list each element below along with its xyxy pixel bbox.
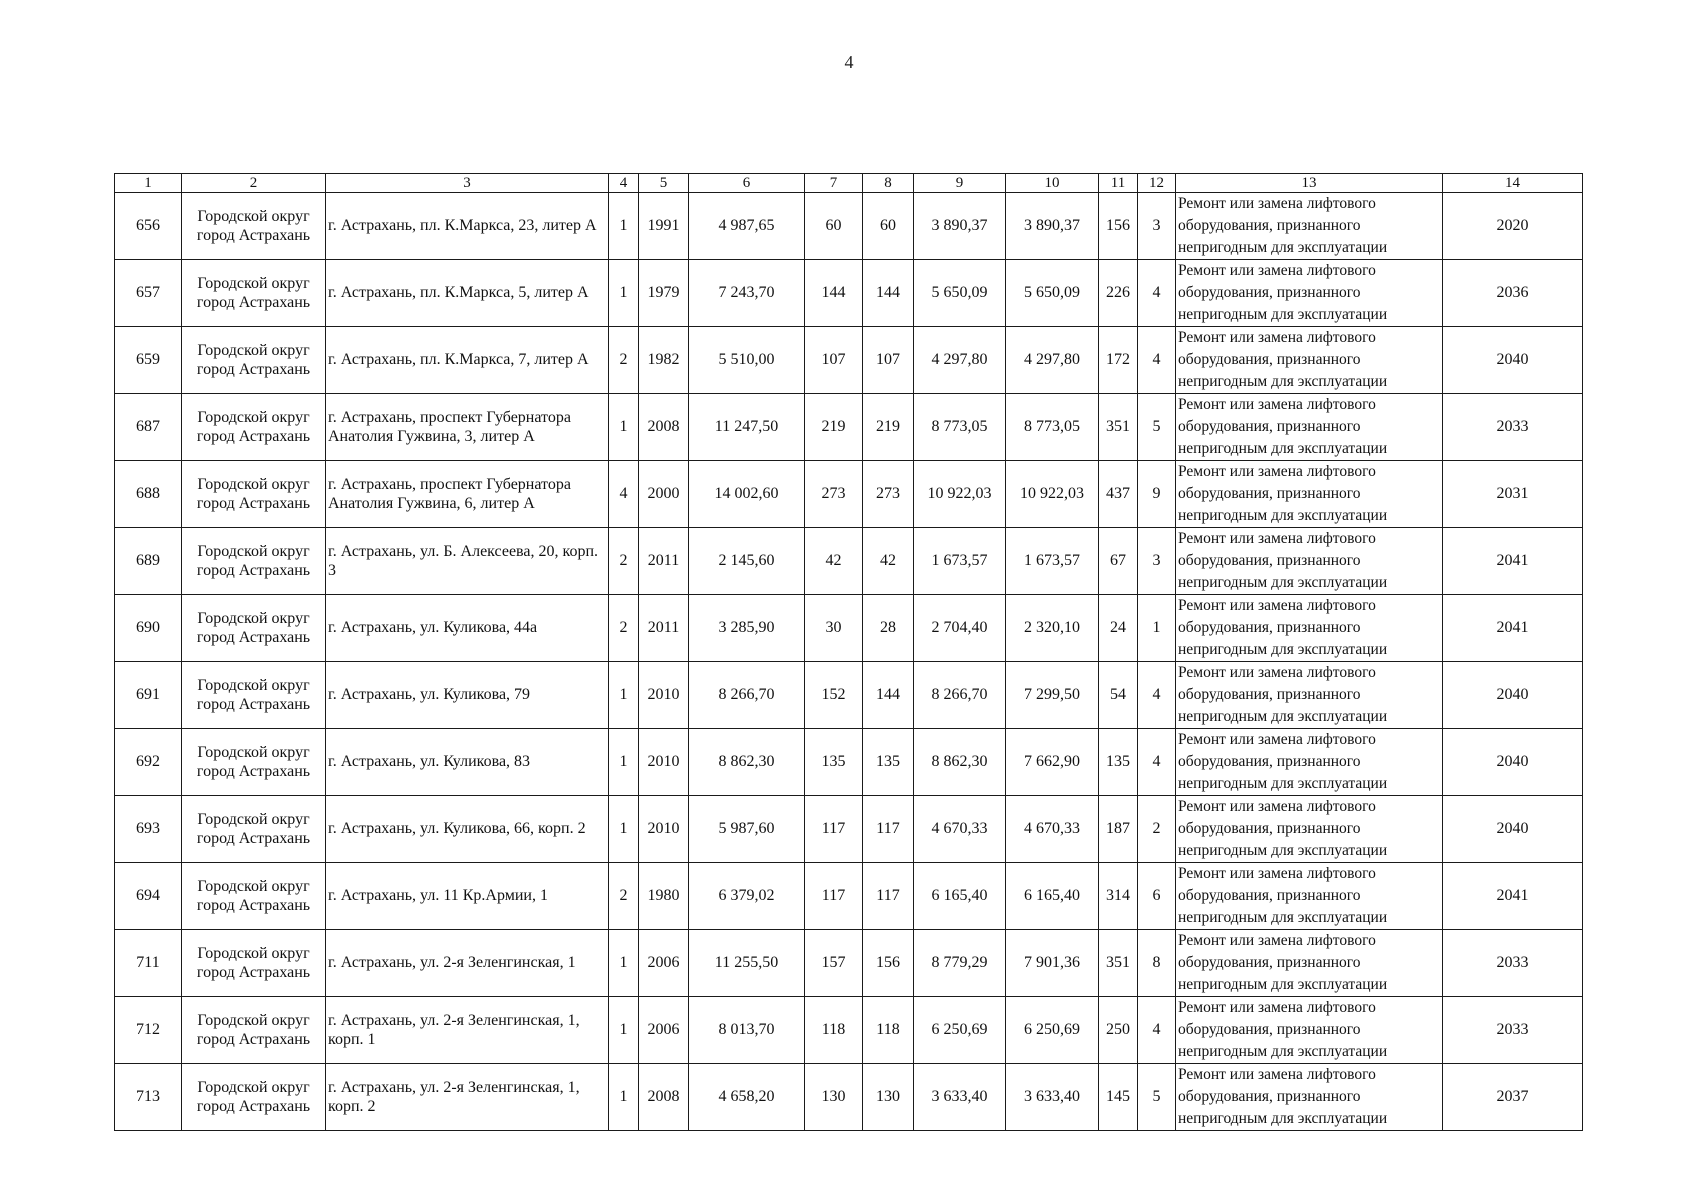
address-cell: г. Астрахань, ул. Б. Алексеева, 20, корп. 3 bbox=[326, 528, 609, 595]
col-6-value-cell: 8 862,30 bbox=[689, 729, 805, 796]
col-12-value-cell: 4 bbox=[1138, 729, 1176, 796]
work-type-cell: Ремонт или замена лифтового оборудования, признанного непригодным для эксплуатации bbox=[1176, 729, 1443, 796]
row-number-cell: 657 bbox=[115, 260, 182, 327]
col-6-value-cell: 5 987,60 bbox=[689, 796, 805, 863]
col-10-value-cell: 4 670,33 bbox=[1006, 796, 1099, 863]
col-9-value-cell: 2 704,40 bbox=[914, 595, 1006, 662]
column-header-1: 1 bbox=[115, 174, 182, 193]
address-cell: г. Астрахань, пл. К.Маркса, 5, литер А bbox=[326, 260, 609, 327]
table-row bbox=[115, 260, 1583, 327]
municipality-cell: Городской округ город Астрахань bbox=[182, 930, 326, 997]
column-header-7: 7 bbox=[805, 174, 863, 193]
row-number-cell: 687 bbox=[115, 394, 182, 461]
col-11-value-cell: 135 bbox=[1099, 729, 1138, 796]
col-4-value-cell: 2 bbox=[609, 595, 639, 662]
col-6-value-cell: 4 987,65 bbox=[689, 193, 805, 260]
row-number-cell: 659 bbox=[115, 327, 182, 394]
address-cell: г. Астрахань, ул. Куликова, 44а bbox=[326, 595, 609, 662]
planned-year-cell: 2020 bbox=[1443, 193, 1583, 260]
row-number-cell: 689 bbox=[115, 528, 182, 595]
planned-year-cell: 2031 bbox=[1443, 461, 1583, 528]
planned-year-cell: 2040 bbox=[1443, 729, 1583, 796]
col-10-value-cell: 8 773,05 bbox=[1006, 394, 1099, 461]
col-10-value-cell: 10 922,03 bbox=[1006, 461, 1099, 528]
row-number-cell: 691 bbox=[115, 662, 182, 729]
work-type-cell: Ремонт или замена лифтового оборудования, признанного непригодным для эксплуатации bbox=[1176, 796, 1443, 863]
municipality-cell: Городской округ город Астрахань bbox=[182, 327, 326, 394]
col-11-value-cell: 156 bbox=[1099, 193, 1138, 260]
table-row bbox=[115, 796, 1583, 863]
col-7-value-cell: 107 bbox=[805, 327, 863, 394]
col-6-value-cell: 5 510,00 bbox=[689, 327, 805, 394]
work-type-cell: Ремонт или замена лифтового оборудования, признанного непригодным для эксплуатации bbox=[1176, 997, 1443, 1064]
col-8-value-cell: 60 bbox=[863, 193, 914, 260]
col-9-value-cell: 4 297,80 bbox=[914, 327, 1006, 394]
year-cell: 2011 bbox=[639, 528, 689, 595]
planned-year-cell: 2037 bbox=[1443, 1064, 1583, 1131]
col-7-value-cell: 117 bbox=[805, 796, 863, 863]
col-12-value-cell: 3 bbox=[1138, 193, 1176, 260]
column-header-4: 4 bbox=[609, 174, 639, 193]
address-cell: г. Астрахань, проспект Губернатора Анатолия Гужвина, 6, литер А bbox=[326, 461, 609, 528]
work-type-cell: Ремонт или замена лифтового оборудования, признанного непригодным для эксплуатации bbox=[1176, 327, 1443, 394]
municipality-cell: Городской округ город Астрахань bbox=[182, 729, 326, 796]
table-row bbox=[115, 662, 1583, 729]
col-10-value-cell: 1 673,57 bbox=[1006, 528, 1099, 595]
col-10-value-cell: 3 633,40 bbox=[1006, 1064, 1099, 1131]
col-4-value-cell: 1 bbox=[609, 997, 639, 1064]
work-type-cell: Ремонт или замена лифтового оборудования, признанного непригодным для эксплуатации bbox=[1176, 260, 1443, 327]
column-header-8: 8 bbox=[863, 174, 914, 193]
planned-year-cell: 2041 bbox=[1443, 863, 1583, 930]
column-header-9: 9 bbox=[914, 174, 1006, 193]
col-10-value-cell: 3 890,37 bbox=[1006, 193, 1099, 260]
col-4-value-cell: 4 bbox=[609, 461, 639, 528]
register-table bbox=[114, 173, 1583, 1131]
col-11-value-cell: 226 bbox=[1099, 260, 1138, 327]
address-cell: г. Астрахань, ул. 2-я Зеленгинская, 1 bbox=[326, 930, 609, 997]
address-cell: г. Астрахань, пл. К.Маркса, 23, литер А bbox=[326, 193, 609, 260]
col-9-value-cell: 8 773,05 bbox=[914, 394, 1006, 461]
work-type-cell: Ремонт или замена лифтового оборудования, признанного непригодным для эксплуатации bbox=[1176, 461, 1443, 528]
col-6-value-cell: 2 145,60 bbox=[689, 528, 805, 595]
col-7-value-cell: 135 bbox=[805, 729, 863, 796]
col-7-value-cell: 42 bbox=[805, 528, 863, 595]
col-10-value-cell: 7 662,90 bbox=[1006, 729, 1099, 796]
col-6-value-cell: 3 285,90 bbox=[689, 595, 805, 662]
table-row bbox=[115, 930, 1583, 997]
col-12-value-cell: 2 bbox=[1138, 796, 1176, 863]
col-12-value-cell: 5 bbox=[1138, 394, 1176, 461]
col-8-value-cell: 144 bbox=[863, 260, 914, 327]
col-11-value-cell: 314 bbox=[1099, 863, 1138, 930]
col-11-value-cell: 24 bbox=[1099, 595, 1138, 662]
address-cell: г. Астрахань, ул. 2-я Зеленгинская, 1, корп. 2 bbox=[326, 1064, 609, 1131]
col-12-value-cell: 4 bbox=[1138, 327, 1176, 394]
col-9-value-cell: 6 165,40 bbox=[914, 863, 1006, 930]
address-cell: г. Астрахань, пл. К.Маркса, 7, литер А bbox=[326, 327, 609, 394]
column-header-5: 5 bbox=[639, 174, 689, 193]
col-7-value-cell: 157 bbox=[805, 930, 863, 997]
planned-year-cell: 2033 bbox=[1443, 997, 1583, 1064]
col-10-value-cell: 5 650,09 bbox=[1006, 260, 1099, 327]
work-type-cell: Ремонт или замена лифтового оборудования, признанного непригодным для эксплуатации bbox=[1176, 863, 1443, 930]
col-8-value-cell: 117 bbox=[863, 796, 914, 863]
column-header-13: 13 bbox=[1176, 174, 1443, 193]
page-number: 4 bbox=[844, 52, 854, 72]
work-type-cell: Ремонт или замена лифтового оборудования, признанного непригодным для эксплуатации bbox=[1176, 595, 1443, 662]
work-type-cell: Ремонт или замена лифтового оборудования, признанного непригодным для эксплуатации bbox=[1176, 394, 1443, 461]
municipality-cell: Городской округ город Астрахань bbox=[182, 662, 326, 729]
planned-year-cell: 2033 bbox=[1443, 930, 1583, 997]
col-10-value-cell: 4 297,80 bbox=[1006, 327, 1099, 394]
municipality-cell: Городской округ город Астрахань bbox=[182, 863, 326, 930]
planned-year-cell: 2040 bbox=[1443, 796, 1583, 863]
col-11-value-cell: 67 bbox=[1099, 528, 1138, 595]
col-6-value-cell: 8 266,70 bbox=[689, 662, 805, 729]
col-7-value-cell: 152 bbox=[805, 662, 863, 729]
row-number-cell: 692 bbox=[115, 729, 182, 796]
table-row bbox=[115, 528, 1583, 595]
row-number-cell: 688 bbox=[115, 461, 182, 528]
col-4-value-cell: 1 bbox=[609, 796, 639, 863]
municipality-cell: Городской округ город Астрахань bbox=[182, 528, 326, 595]
col-12-value-cell: 1 bbox=[1138, 595, 1176, 662]
row-number-cell: 656 bbox=[115, 193, 182, 260]
col-10-value-cell: 2 320,10 bbox=[1006, 595, 1099, 662]
row-number-cell: 693 bbox=[115, 796, 182, 863]
col-8-value-cell: 130 bbox=[863, 1064, 914, 1131]
col-11-value-cell: 187 bbox=[1099, 796, 1138, 863]
col-4-value-cell: 1 bbox=[609, 260, 639, 327]
col-12-value-cell: 9 bbox=[1138, 461, 1176, 528]
header-row bbox=[115, 174, 1583, 193]
municipality-cell: Городской округ город Астрахань bbox=[182, 1064, 326, 1131]
column-header-10: 10 bbox=[1006, 174, 1099, 193]
year-cell: 2010 bbox=[639, 796, 689, 863]
col-6-value-cell: 4 658,20 bbox=[689, 1064, 805, 1131]
work-type-cell: Ремонт или замена лифтового оборудования, признанного непригодным для эксплуатации bbox=[1176, 662, 1443, 729]
col-12-value-cell: 4 bbox=[1138, 260, 1176, 327]
col-7-value-cell: 144 bbox=[805, 260, 863, 327]
year-cell: 2010 bbox=[639, 662, 689, 729]
table-row bbox=[115, 327, 1583, 394]
year-cell: 1979 bbox=[639, 260, 689, 327]
year-cell: 2006 bbox=[639, 997, 689, 1064]
col-8-value-cell: 219 bbox=[863, 394, 914, 461]
col-4-value-cell: 2 bbox=[609, 528, 639, 595]
column-header-14: 14 bbox=[1443, 174, 1583, 193]
table-row bbox=[115, 863, 1583, 930]
year-cell: 2006 bbox=[639, 930, 689, 997]
col-10-value-cell: 7 901,36 bbox=[1006, 930, 1099, 997]
table-row bbox=[115, 729, 1583, 796]
col-9-value-cell: 8 266,70 bbox=[914, 662, 1006, 729]
col-12-value-cell: 5 bbox=[1138, 1064, 1176, 1131]
col-6-value-cell: 7 243,70 bbox=[689, 260, 805, 327]
col-10-value-cell: 6 165,40 bbox=[1006, 863, 1099, 930]
table-body bbox=[115, 193, 1583, 1131]
col-7-value-cell: 219 bbox=[805, 394, 863, 461]
col-4-value-cell: 2 bbox=[609, 863, 639, 930]
col-9-value-cell: 10 922,03 bbox=[914, 461, 1006, 528]
planned-year-cell: 2036 bbox=[1443, 260, 1583, 327]
table-row bbox=[115, 1064, 1583, 1131]
work-type-cell: Ремонт или замена лифтового оборудования, признанного непригодным для эксплуатации bbox=[1176, 1064, 1443, 1131]
table-row bbox=[115, 997, 1583, 1064]
col-7-value-cell: 273 bbox=[805, 461, 863, 528]
col-6-value-cell: 8 013,70 bbox=[689, 997, 805, 1064]
col-4-value-cell: 1 bbox=[609, 394, 639, 461]
col-8-value-cell: 107 bbox=[863, 327, 914, 394]
municipality-cell: Городской округ город Астрахань bbox=[182, 595, 326, 662]
col-11-value-cell: 172 bbox=[1099, 327, 1138, 394]
year-cell: 1982 bbox=[639, 327, 689, 394]
table-row bbox=[115, 461, 1583, 528]
municipality-cell: Городской округ город Астрахань bbox=[182, 394, 326, 461]
col-7-value-cell: 30 bbox=[805, 595, 863, 662]
col-8-value-cell: 118 bbox=[863, 997, 914, 1064]
col-9-value-cell: 8 779,29 bbox=[914, 930, 1006, 997]
address-cell: г. Астрахань, ул. Куликова, 79 bbox=[326, 662, 609, 729]
column-header-3: 3 bbox=[326, 174, 609, 193]
col-8-value-cell: 28 bbox=[863, 595, 914, 662]
col-7-value-cell: 117 bbox=[805, 863, 863, 930]
year-cell: 1991 bbox=[639, 193, 689, 260]
col-4-value-cell: 2 bbox=[609, 327, 639, 394]
col-9-value-cell: 1 673,57 bbox=[914, 528, 1006, 595]
col-4-value-cell: 1 bbox=[609, 930, 639, 997]
col-7-value-cell: 60 bbox=[805, 193, 863, 260]
table-row bbox=[115, 193, 1583, 260]
municipality-cell: Городской округ город Астрахань bbox=[182, 260, 326, 327]
col-6-value-cell: 11 247,50 bbox=[689, 394, 805, 461]
col-12-value-cell: 8 bbox=[1138, 930, 1176, 997]
col-4-value-cell: 1 bbox=[609, 1064, 639, 1131]
col-11-value-cell: 351 bbox=[1099, 394, 1138, 461]
col-8-value-cell: 117 bbox=[863, 863, 914, 930]
table-row bbox=[115, 595, 1583, 662]
address-cell: г. Астрахань, ул. Куликова, 83 bbox=[326, 729, 609, 796]
year-cell: 2010 bbox=[639, 729, 689, 796]
col-12-value-cell: 4 bbox=[1138, 997, 1176, 1064]
col-9-value-cell: 3 890,37 bbox=[914, 193, 1006, 260]
row-number-cell: 690 bbox=[115, 595, 182, 662]
col-11-value-cell: 145 bbox=[1099, 1064, 1138, 1131]
year-cell: 1980 bbox=[639, 863, 689, 930]
work-type-cell: Ремонт или замена лифтового оборудования, признанного непригодным для эксплуатации bbox=[1176, 193, 1443, 260]
planned-year-cell: 2041 bbox=[1443, 528, 1583, 595]
municipality-cell: Городской округ город Астрахань bbox=[182, 193, 326, 260]
col-9-value-cell: 5 650,09 bbox=[914, 260, 1006, 327]
planned-year-cell: 2041 bbox=[1443, 595, 1583, 662]
planned-year-cell: 2040 bbox=[1443, 662, 1583, 729]
column-header-12: 12 bbox=[1138, 174, 1176, 193]
col-4-value-cell: 1 bbox=[609, 193, 639, 260]
col-12-value-cell: 3 bbox=[1138, 528, 1176, 595]
col-6-value-cell: 14 002,60 bbox=[689, 461, 805, 528]
work-type-cell: Ремонт или замена лифтового оборудования, признанного непригодным для эксплуатации bbox=[1176, 528, 1443, 595]
table-row bbox=[115, 394, 1583, 461]
col-10-value-cell: 6 250,69 bbox=[1006, 997, 1099, 1064]
year-cell: 2011 bbox=[639, 595, 689, 662]
work-type-cell: Ремонт или замена лифтового оборудования, признанного непригодным для эксплуатации bbox=[1176, 930, 1443, 997]
col-11-value-cell: 351 bbox=[1099, 930, 1138, 997]
municipality-cell: Городской округ город Астрахань bbox=[182, 796, 326, 863]
col-11-value-cell: 437 bbox=[1099, 461, 1138, 528]
municipality-cell: Городской округ город Астрахань bbox=[182, 461, 326, 528]
col-8-value-cell: 135 bbox=[863, 729, 914, 796]
address-cell: г. Астрахань, проспект Губернатора Анатолия Гужвина, 3, литер А bbox=[326, 394, 609, 461]
col-11-value-cell: 54 bbox=[1099, 662, 1138, 729]
col-4-value-cell: 1 bbox=[609, 729, 639, 796]
row-number-cell: 694 bbox=[115, 863, 182, 930]
col-10-value-cell: 7 299,50 bbox=[1006, 662, 1099, 729]
address-cell: г. Астрахань, ул. 11 Кр.Армии, 1 bbox=[326, 863, 609, 930]
col-7-value-cell: 118 bbox=[805, 997, 863, 1064]
col-12-value-cell: 4 bbox=[1138, 662, 1176, 729]
row-number-cell: 711 bbox=[115, 930, 182, 997]
col-12-value-cell: 6 bbox=[1138, 863, 1176, 930]
col-9-value-cell: 4 670,33 bbox=[914, 796, 1006, 863]
year-cell: 2008 bbox=[639, 394, 689, 461]
col-6-value-cell: 6 379,02 bbox=[689, 863, 805, 930]
column-header-11: 11 bbox=[1099, 174, 1138, 193]
col-9-value-cell: 6 250,69 bbox=[914, 997, 1006, 1064]
row-number-cell: 712 bbox=[115, 997, 182, 1064]
col-9-value-cell: 8 862,30 bbox=[914, 729, 1006, 796]
address-cell: г. Астрахань, ул. Куликова, 66, корп. 2 bbox=[326, 796, 609, 863]
municipality-cell: Городской округ город Астрахань bbox=[182, 997, 326, 1064]
address-cell: г. Астрахань, ул. 2-я Зеленгинская, 1, корп. 1 bbox=[326, 997, 609, 1064]
col-11-value-cell: 250 bbox=[1099, 997, 1138, 1064]
row-number-cell: 713 bbox=[115, 1064, 182, 1131]
column-header-2: 2 bbox=[182, 174, 326, 193]
planned-year-cell: 2033 bbox=[1443, 394, 1583, 461]
col-8-value-cell: 42 bbox=[863, 528, 914, 595]
col-8-value-cell: 273 bbox=[863, 461, 914, 528]
year-cell: 2008 bbox=[639, 1064, 689, 1131]
col-9-value-cell: 3 633,40 bbox=[914, 1064, 1006, 1131]
col-7-value-cell: 130 bbox=[805, 1064, 863, 1131]
planned-year-cell: 2040 bbox=[1443, 327, 1583, 394]
col-8-value-cell: 156 bbox=[863, 930, 914, 997]
year-cell: 2000 bbox=[639, 461, 689, 528]
col-8-value-cell: 144 bbox=[863, 662, 914, 729]
col-4-value-cell: 1 bbox=[609, 662, 639, 729]
col-6-value-cell: 11 255,50 bbox=[689, 930, 805, 997]
column-header-6: 6 bbox=[689, 174, 805, 193]
